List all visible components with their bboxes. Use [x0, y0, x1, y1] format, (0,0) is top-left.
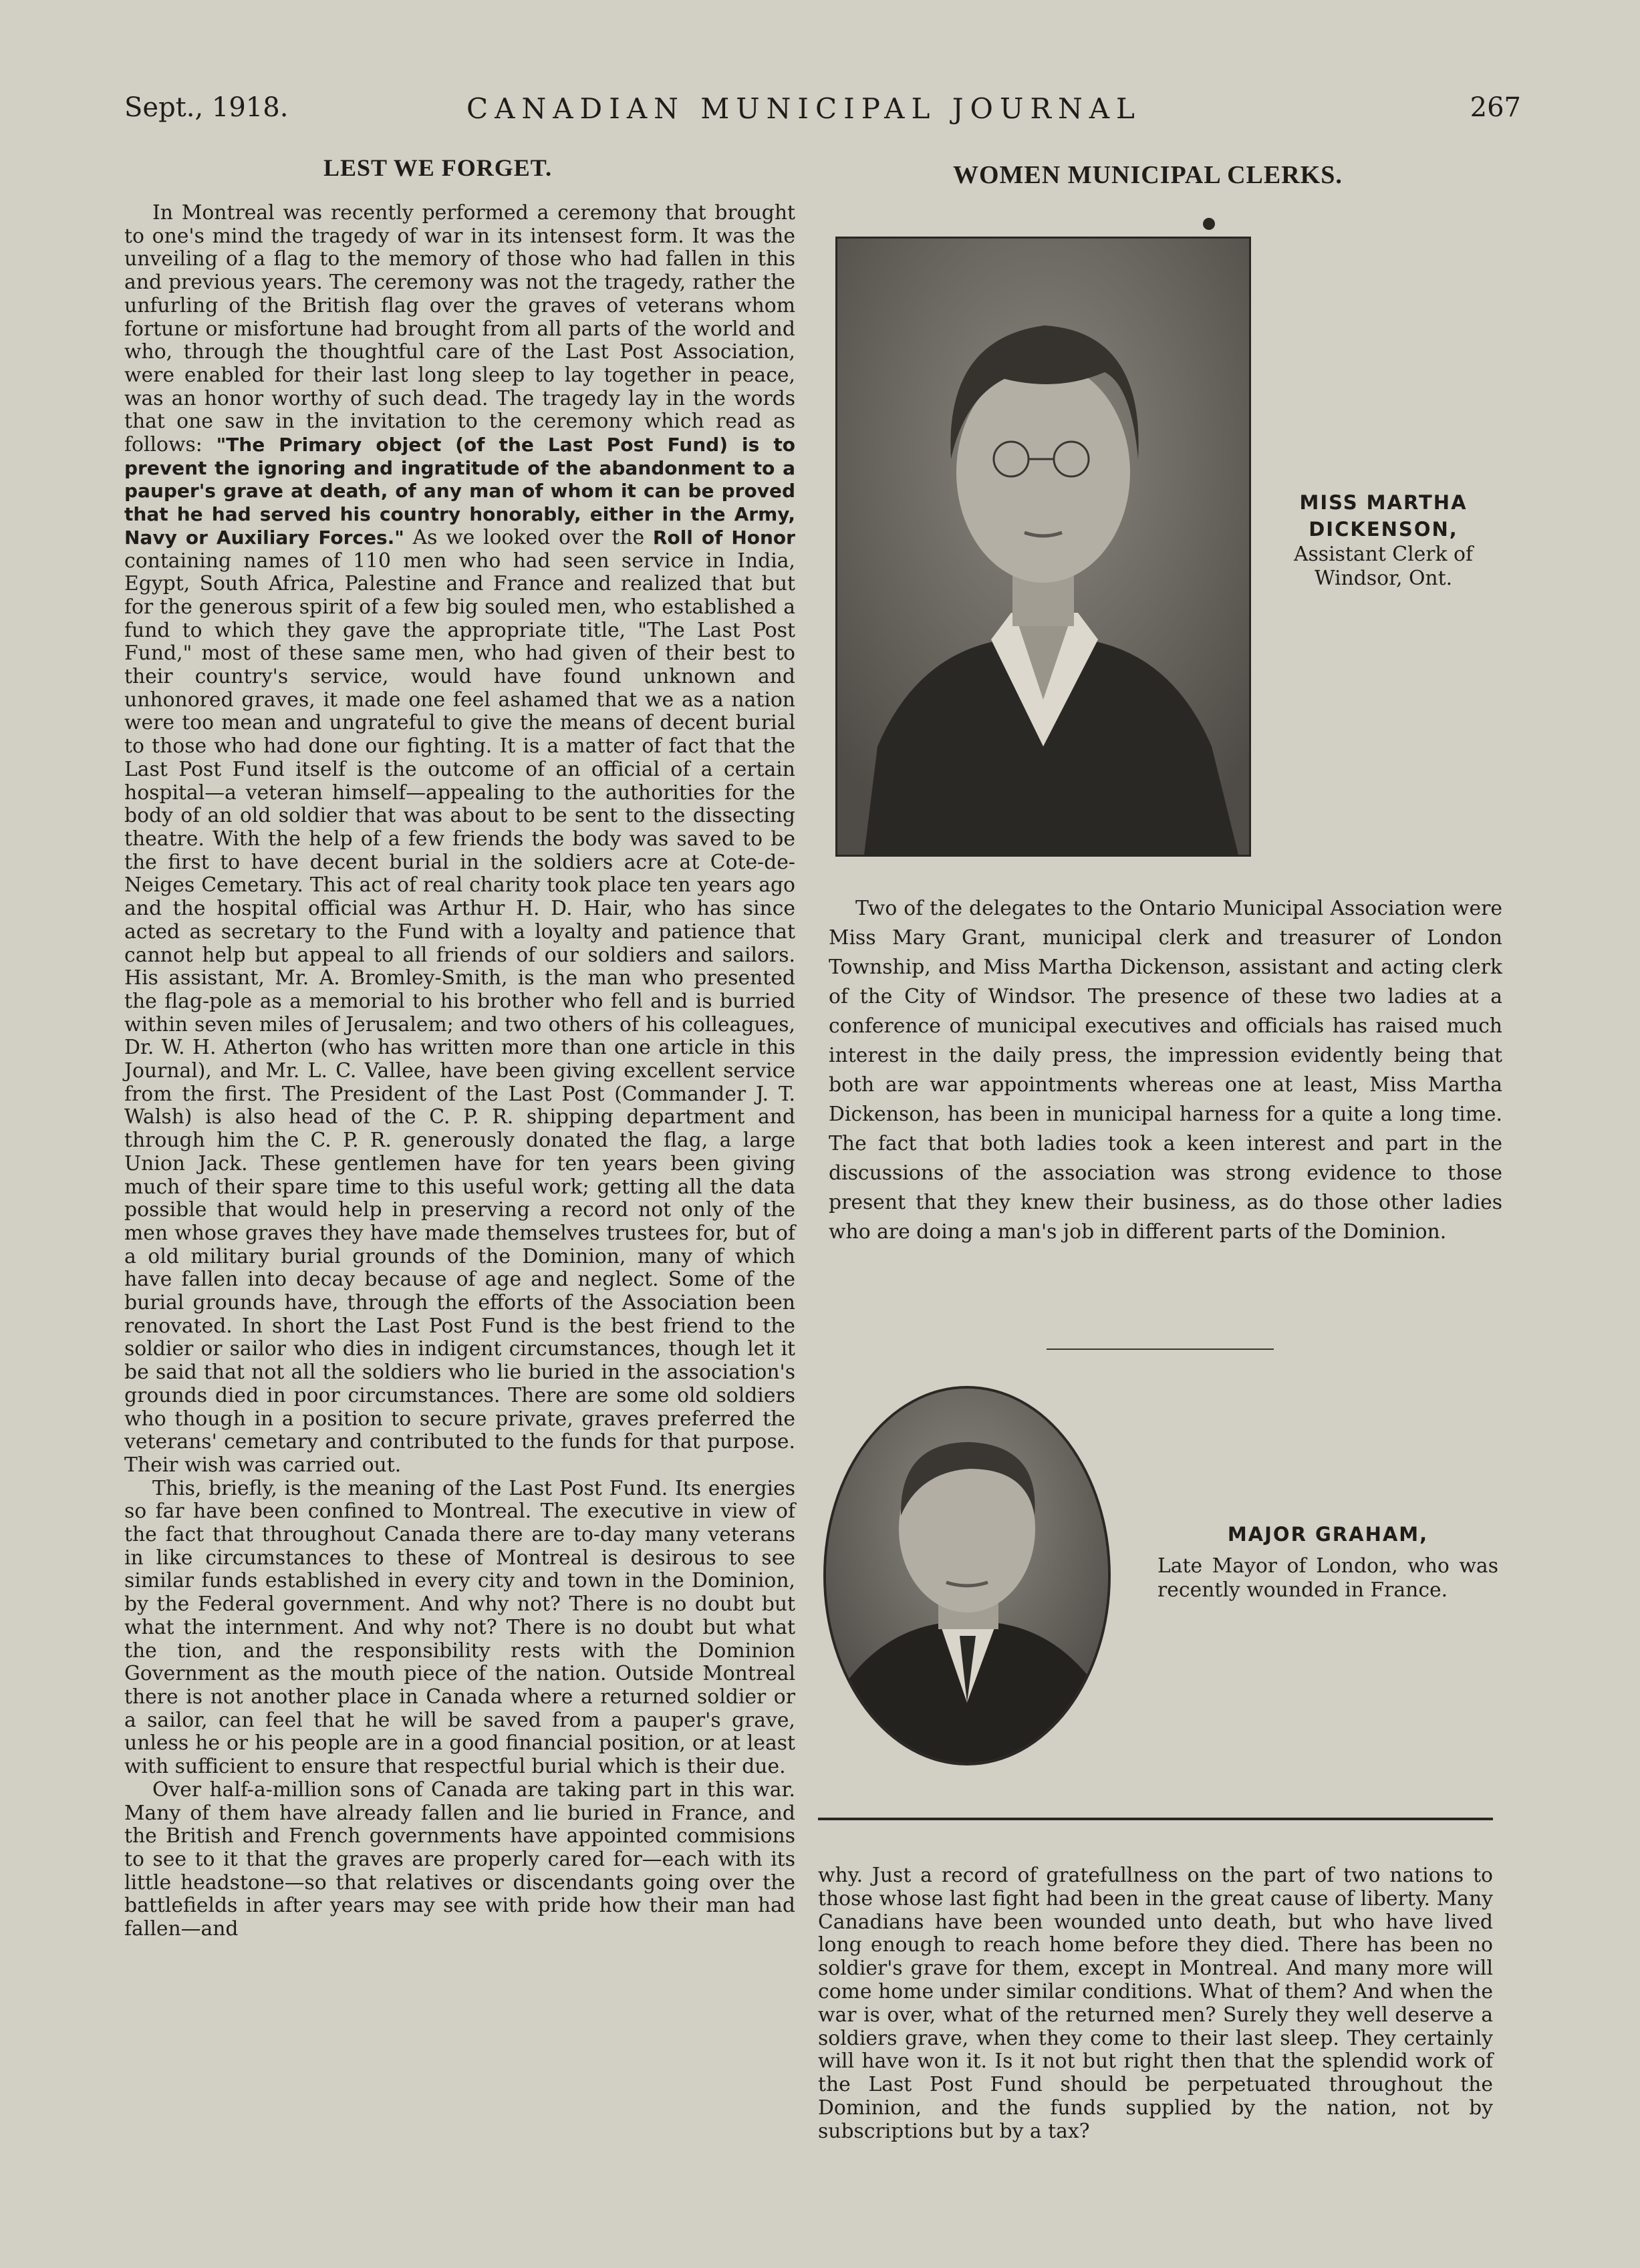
continuation-text: [818, 1864, 1493, 2144]
journal-title: CANADIAN MUNICIPAL JOURNAL: [466, 92, 1141, 125]
women-clerks-text: [829, 894, 1502, 1247]
paragraph-text: As we looked over the: [412, 525, 645, 549]
portrait-illustration: [837, 239, 1249, 855]
caption-name: MISS MARTHA DICKENSON,: [1299, 491, 1468, 541]
paragraph-text: containing names of 110 men who had seen service in India, Egypt, South Africa, Palestine and France and realized that but for the generous spirit of a few big souled men, who established a fund to which they gave the appropriate title, "The Last Post Fund," most of these same men, who had given of their best to their country's service, would have found unknown and unhonored graves, it made one feel ashamed that we as a nation were too mean and ungrateful to give the means of decent burial to those who had done our fighting. It is a matter of fact that the Last Post Fund itself is the outcome of an official of a certain hospital—a veteran himself—appealing to the authorities for the body of an old soldier that was about to be sent to the dissecting theatre. With the help of a few friends the body was saved to be the first to have decent burial in the soldiers acre at Cote-de-Neiges Cemetary. This act of real charity took place ten years ago and the hospital official was Arthur H. D. Hair, who has since acted as secretary to the Fund with a loyalty and patience that cannot help but appeal to all friends of our soldiers and sailors. His assistant, Mr. A. Bromley-Smith, is the man who presented the flag-pole as a memorial to his brother who fell and is burried within seven miles of Jerusalem; and two others of his colleagues, Dr. W. H. Atherton (who has written more than one article in this Journal), and Mr. L. C. Vallee, have been giving excellent service from the first. The President of the Last Post (Commander J. T. Walsh) is also head of the C. P. R. shipping department and through him the C. P. R. generously donated the flag, a large Union Jack. These gentlemen have for ten years been giving much of their spare time to this useful work; getting all the data possible that would help in preserving a record not only of the men whose graves they have made themselves trustees for, but of a old military burial grounds of the Dominion, many of which have fallen into decay because of age and neglect. Some of the burial grounds have, through the efforts of the Association been renovated. In short the Last Post Fund is the best friend to the soldier or sailor who dies in indigent circumstances, though let it be said that not all the soldiers who lie buried in the association's grounds died in poor circumstances. There are some old soldiers who though in a position to secure private, graves preferred the veterans' cemetary and contributed to the funds for that purpose. Their wish was carried out.: [124, 549, 795, 1477]
article-title-lest-we-forget: LEST WE FORGET.: [323, 154, 553, 181]
page-number: 267: [1470, 92, 1521, 123]
caption-description: Assistant Clerk of Windsor, Ont.: [1294, 543, 1473, 590]
quoted-object-statement: "The Primary object (of the Last Post Fund) is to prevent the ignoring and ingratitude of the abandonment to a pauper's grave at death, of any man of whom it can be proved that he had served his country honorably, either in the Army, Navy or Auxiliary Forces.": [124, 434, 795, 549]
paragraph: This, briefly, is the meaning of the Last Post Fund. Its energies so far have been confined to Montreal. The executive in view of the fact that throughout Canada there are to-day many veterans in like circumstances to these of Montreal is desirous to see similar funds established in every city and town in the Dominion, by the Federal government. And why not? There is no doubt but what the internment. And why not? There is no doubt but what the tion, and the responsibility rests with the Dominion Government as the mouth piece of the nation. Outside Montreal there is not another place in Canada where a returned soldier or a sailor, can feel that he will be saved from a pauper's grave, unless he or his people are in a good financial position, or at least with sufficient to ensure that respectful burial which is their due.: [124, 1476, 795, 1779]
portrait-martha-dickenson: [835, 237, 1251, 857]
issue-date: Sept., 1918.: [124, 92, 289, 123]
paragraph: why. Just a record of gratefullness on the part of two nations to those whose last fight had been in the great cause of liberty. Many Canadians have been wounded unto death, but who have lived long enough to reach home before they died. There has been no soldier's grave for them, except in Montreal. And many more will come home under similar conditions. What of them? And when the war is over, what of the returned men? Surely they well deserve a soldiers grave, when they come to their last sleep. They certainly will have won it. Is it not but right then that the splendid work of the Last Post Fund should be perpetuated throughout the Dominion, and the funds supplied by the nation, not by subscriptions but by a tax?: [818, 1864, 1493, 2143]
page-header: [124, 92, 1521, 132]
caption-martha-dickenson: [1256, 489, 1510, 591]
caption-description: Late Mayor of London, who was recently wounded in France.: [1157, 1554, 1498, 1602]
portrait-major-graham: [823, 1386, 1111, 1765]
divider-rule: [1047, 1349, 1274, 1350]
paragraph: Over half-a-million sons of Canada are taking part in this war. Many of them have already fallen and lie buried in France, and the British and French governments have appointed commisions to see to it that the graves are properly cared for—each with its little headstone—so that relatives or discendants going over the battlefields in after years may see with pride how their man had fallen—and: [124, 1778, 795, 1941]
caption-name: MAJOR GRAHAM,: [1227, 1523, 1429, 1546]
portrait-illustration: [826, 1389, 1108, 1763]
caption-major-graham: [1157, 1521, 1498, 1602]
section-divider-rule: [818, 1818, 1493, 1820]
ornament-dot: [1203, 218, 1215, 230]
article-title-women-clerks: WOMEN MUNICIPAL CLERKS.: [953, 161, 1343, 189]
left-column-text: [124, 202, 795, 1941]
roll-of-honor-text: Roll of Honor: [652, 526, 795, 549]
paragraph-text: In Montreal was recently performed a ceremony that brought to one's mind the tragedy of war in its intensest form. It was the unveiling of a flag to the memory of those who had fallen in this and previous years. The ceremony was not the tragedy, rather the unfurling of the British flag over the graves of veterans whom fortune or misfortune had brought from all parts of the world and who, through the thoughtful care of the Last Post Association, were enabled for their last long sleep to lay together in peace, was an honor worthy of such dead. The tragedy lay in the words that one saw in the invitation to the ceremony which read as follows:: [124, 201, 795, 457]
paragraph: [124, 202, 795, 1477]
paragraph: Two of the delegates to the Ontario Municipal Association were Miss Mary Grant, municipal clerk and treasurer of London Township, and Miss Martha Dickenson, assistant and acting clerk of the City of Windsor. The presence of these two ladies at a conference of municipal executives and officials has raised much interest in the daily press, the impression evidently being that both are war appointments whereas one at least, Miss Martha Dickenson, has been in municipal harness for a quite a long time. The fact that both ladies took a keen interest and part in the discussions of the association was strong evidence to those present that they knew their business, as do those other ladies who are doing a man's job in different parts of the Dominion.: [829, 897, 1502, 1244]
